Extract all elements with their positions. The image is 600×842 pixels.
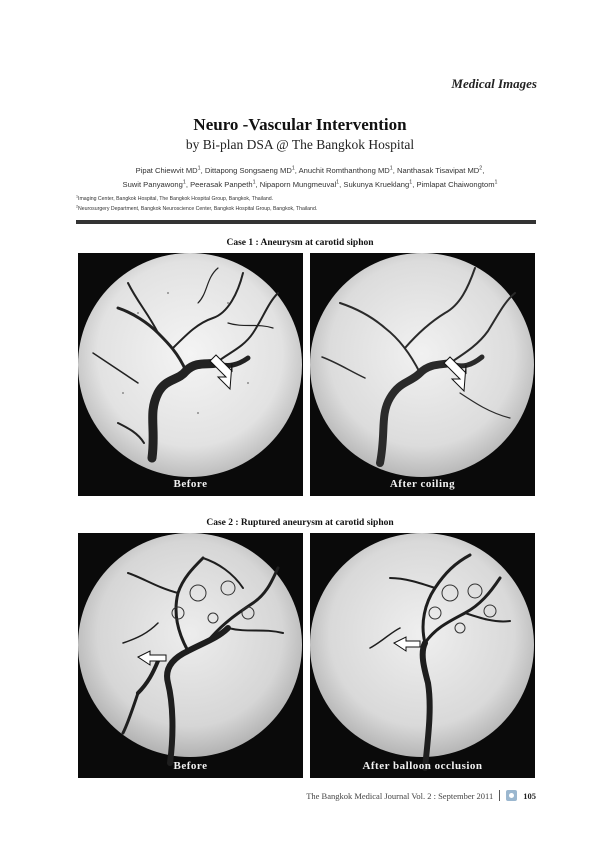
author-name: Nanthasak Tisavipat MD (396, 166, 480, 175)
header-rule (76, 220, 536, 224)
author-name: Anuchit Romthanthong MD (298, 166, 390, 175)
angiogram-image (78, 253, 303, 496)
angiogram-panel (310, 533, 535, 778)
author-name: Sukunya Krueklang (343, 180, 410, 189)
angiogram-image (310, 533, 535, 778)
author-name: Suwit Panyawong (122, 180, 183, 189)
journal-citation: The Bangkok Medical Journal Vol. 2 : September 2011 (306, 790, 494, 801)
angiogram-panel (310, 253, 535, 496)
panel-label: Before (173, 478, 208, 490)
angiogram-panel (78, 533, 303, 778)
case-1-caption: Case 1 : Aneurysm at carotid siphon (226, 238, 374, 248)
footer-divider (499, 790, 500, 801)
author-line-1: Pipat Chiewvit $MD^1$, Dittapong Songsaeng $MD^1$, Anuchit Romthanthong $MD^1$, Nanthasak Tisavipat $MD^2$, (135, 165, 485, 175)
author-name: Pipat Chiewvit MD (135, 166, 198, 175)
panel-label: Before (173, 760, 208, 772)
angiogram-image (310, 253, 535, 496)
author-line-2: Suwit Panyawong$^1$, Peerasak Panpeth$^1$, Nipaporn Mungmeuval$^1$, Sukunya Krueklang$^1$, Pimlapat Chaiwongtom$^1$ (122, 179, 498, 189)
affiliation-1: $^1$Imaging Center, Bangkok Hospital, The Bangkok Hospital Group, Bangkok, Thailand. (76, 194, 274, 202)
article-title: Neuro -Vascular Intervention (193, 115, 407, 134)
page-footer (306, 790, 536, 801)
affiliation-2: $^2$Neurosurgery Department, Bangkok Neuroscience Center, Bangkok Hospital Group, Bangkok, Thailand. (76, 204, 318, 212)
article-subtitle: by Bi-plan DSA @ The Bangkok Hospital (185, 137, 415, 152)
author-name: Nipaporn Mungmeuval (259, 180, 337, 189)
author-name: Dittapong Songsaeng MD (204, 166, 292, 175)
panel-label: After balloon occlusion (362, 760, 483, 772)
author-name: Peerasak Panpeth (190, 180, 253, 189)
panel-label: After coiling (389, 478, 456, 490)
author-name: Pimlapat Chaiwongtom (416, 180, 495, 189)
journal-logo-icon (506, 790, 517, 801)
page-number: 105 (523, 790, 536, 801)
case-2-caption: Case 2 : Ruptured aneurysm at carotid siphon (206, 518, 394, 528)
section-tag: Medical Images (451, 76, 537, 91)
angiogram-image (78, 533, 303, 778)
angiogram-panel (78, 253, 303, 496)
